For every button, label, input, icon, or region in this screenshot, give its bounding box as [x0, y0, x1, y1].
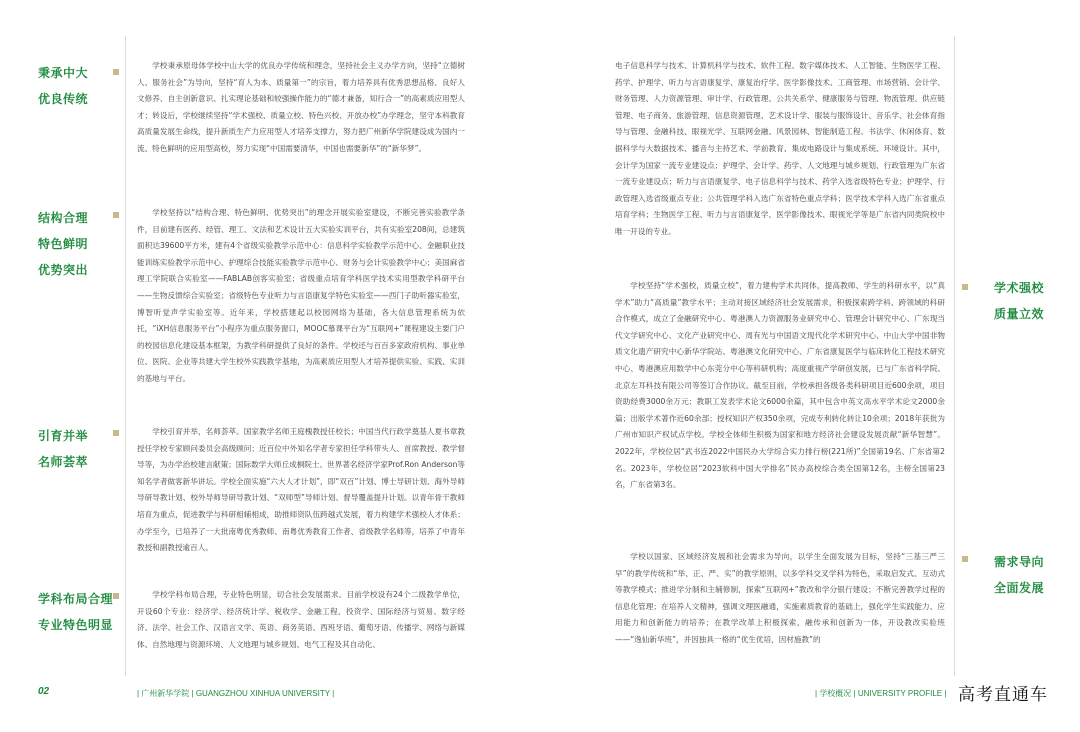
- section-marker: [113, 69, 119, 75]
- watermark: 高考直通车: [958, 685, 1048, 705]
- heading-development: 需求导向 全面发展: [994, 555, 1045, 595]
- paragraph-majors-continued: 电子信息科学与技术、计算机科学与技术、软件工程、数字媒体技术、人工智能、生物医学工程、药学、护理学、听力与言语康复学、康复治疗学、医学影像技术、工商管理、市场营销、会计学、财务管理、人力资源管理、审计学、行政管理、公共关系学、健康服务与管理、物流管理、供应链管理、电子商务、旅游管理、信息资源管理、艺术设计学、服装与服饰设计、音乐学、社会体育指导与管理、金融科技、眼视光学、互联网金融、风景园林、智能制造工程、书法学、休闲体育、数据科学与大数据技术、播音与主持艺术、学前教育、集成电路设计与集成系统、环境设计。其中，会计学为国家一流专业建设点；护理学、会计学、药学、人文地理与城乡规划、行政管理为广东省一流专业建设点；听力与言语康复学、电子信息科学与技术、药学入选省级特色专业；护理学、行政管理入选省级重点专业；公共管理学科入选广东省特色重点学科；医学技术学科入选广东省重点培育学科；生物医学工程、听力与言语康复学、医学影像技术、眼视光学等是广东省内同类院校中唯一开设的专业。: [615, 61, 945, 236]
- heading-tradition: 秉承中大 优良传统: [38, 66, 89, 106]
- paragraph-teaching: 学校以国家、区域经济发展和社会需求为导向，以学生全面发展为目标，坚持“三基三严三早”的教学传统和“举、正、严、实”的教学原则，以多学科交叉学科为特色，采取启发式、互动式等教学模式；推进学分制和主辅修制，探索“互联网+”教改和学分银行建设；不断完善教学过程的信息化管理；在培养人文精神，强调文理医融通，实施素质教育的基础上，强化学生实践能力、应用能力和创新能力的培养；在教学改革上积极探索，融传承和创新为一体，开设教改实验班——“逸仙新华班”，并因独具一格的“优生优培，因材施教”的: [615, 552, 945, 644]
- section-marker: [113, 430, 119, 436]
- heading-academics: 学术强校 质量立效: [994, 281, 1045, 321]
- heading-faculty: 引育并举 名师荟萃: [38, 429, 89, 469]
- section-marker: [962, 556, 968, 562]
- heading-disciplines: 学科布局合理 专业特色明显: [38, 592, 114, 632]
- paragraph-tradition: 学校秉承原母体学校中山大学的优良办学传统和理念，坚持社会主义办学方向，坚持“立德树人、服务社会”为导向，坚持“育人为本、质量第一”的宗旨，着力培养具有优秀思想品格、良好人文修养、自主创新意识、扎实理论基础和较强操作能力的“德才兼备，知行合一”的高素质应用型人才；转设后，学校继续坚持“学术强校、质量立校、特色兴校、开放办校”办学理念，坚守本科教育高质量发展生命线，提升新质生产力应用型人才培养支撑力，努力把广州新华学院建设成为国内一流、特色鲜明的应用型高校，努力实现“中国需要清华，中国也需要新华”的“新华梦”。: [137, 61, 465, 153]
- paragraph-faculty: 学校引育并举，名师荟萃。国家教学名师王庭槐教授任校长；中国当代行政学奠基人夏书章教授任学校专家顾问委员会高级顾问；近百位中外知名学者专家担任学科带头人、首席教授、教学督导等，为办学治校建言献策；国际数学大师丘成桐院士、世界著名经济学家Prof.Ron Anderson等知名学者做客新华讲坛。学校全面实施“六大人才计划”，即“双百”计划、博士导研计划、海外导师导研导教计划、校外导师导研导教计划、“双师型”导师计划、督导覆盖提升计划。以青年骨干教师培育为重点，促进教学与科研相辅相成，助推师资队伍跨越式发展，着力构建学术强校人才体系；办学至今，已培养了一大批南粤优秀教师、南粤优秀教育工作者、省级教学名师等，培养了中青年教授和副教授逾百人。: [137, 427, 465, 553]
- page-divider-right: [954, 36, 955, 676]
- page-number: 02: [38, 686, 50, 697]
- page-divider-left: [125, 36, 126, 676]
- footer-profile: | 学校概况 | UNIVERSITY PROFILE |: [815, 689, 947, 698]
- paragraph-labs: 学校坚持以“结构合理、特色鲜明、优势突出”的理念开展实验室建设，不断完善实验教学条件，目前建有医药、经管、理工、文法和艺术设计五大实验实训平台，共有实验室208间，总建筑面积达39600平方米，建有4个省级实验教学示范中心：信息科学实验教学示范中心、金融职业技能训练实验教学示范中心、护理综合技能实验教学示范中心、财务与会计实验教学中心；美国麻省理工学院联合实验室——FABLAB创客实验室；省级重点培育学科医学技术实用型教学科研平台——生物反馈综合实验室；省级特色专业听力与言语康复学特色实验室——西门子助听器实验室，博智听觉声学实验室等。近年来，学校搭建起以校园网络为基础，各大信息管理系统为依托，“iXH信息服务平台”小程序为重点服务窗口，MOOC慕课平台为“互联网+”课程建设主要门户的校园信息化建设基本框架，为教学科研提供了良好的条件。学校还与百百多家政府机构、事业单位、医院、企业等共建大学生校外实践教学基地，为高素质应用型人才培养提供实验、实践、实训的基地与平台。: [137, 208, 465, 383]
- section-marker: [113, 593, 119, 599]
- paragraph-disciplines: 学校学科布局合理，专业特色明显，切合社会发展需求。目前学校设有24个二级教学单位，开设60个专业：经济学、经济统计学、税收学、金融工程、投资学、国际经济与贸易、数字经济、法学、社会工作、汉语言文学、英语、商务英语、西班牙语、葡萄牙语、传播学、网络与新媒体、自然地理与资源环境、人文地理与城乡规划、电气工程及其自动化、: [137, 590, 465, 649]
- section-marker: [113, 212, 119, 218]
- paragraph-research: 学校坚持“学术强校，质量立校”，着力建构学术共同体，提高教师、学生的科研水平，以“真学术”助力“高质量”教学水平；主动对接区域经济社会发展需求，积极探索跨学科、跨领域的科研合作模式，成立了金融研究中心、粤港澳人力资源服务业研究中心、管理会计研究中心、广东现当代文学研究中心、文化产业研究中心、周有光与中国语文现代化学术研究中心、中山大学中国非物质文化遗产研究中心新华学院站、粤港澳文化研究中心、广东省康复医学与临床转化工程技术研究中心、粤港澳应用数学中心东莞分中心等科研机构；高度重视产学研创发展，已与广东省科学院、北京左耳科技有限公司等签订合作协议。截至目前，学校承担各级各类科研项目近600余项，项目资助经费3000余万元；教职工发表学术论文6000余篇，其中包含中英文高水平学术论文2000余篇；出版学术著作近60余部；授权知识产权350余项，完成专利转化转让10余项；2018年获批为广州市知识产权试点学校。学校全体师生积极为国家和地方经济社会建设发展贡献“新华智慧”。2022年，学校位居“武书连2022中国民办大学综合实力排行榜(221所)”全国第19名、广东省第2名。2023年，学校位居“2023软科中国大学排名”民办高校综合类全国第12名，主榜全国第23名，广东省第3名。: [615, 281, 945, 490]
- heading-structure: 结构合理 特色鲜明 优势突出: [38, 211, 89, 277]
- footer-university: | 广州新华学院 | GUANGZHOU XINHUA UNIVERSITY |: [137, 689, 335, 698]
- section-marker: [962, 284, 968, 290]
